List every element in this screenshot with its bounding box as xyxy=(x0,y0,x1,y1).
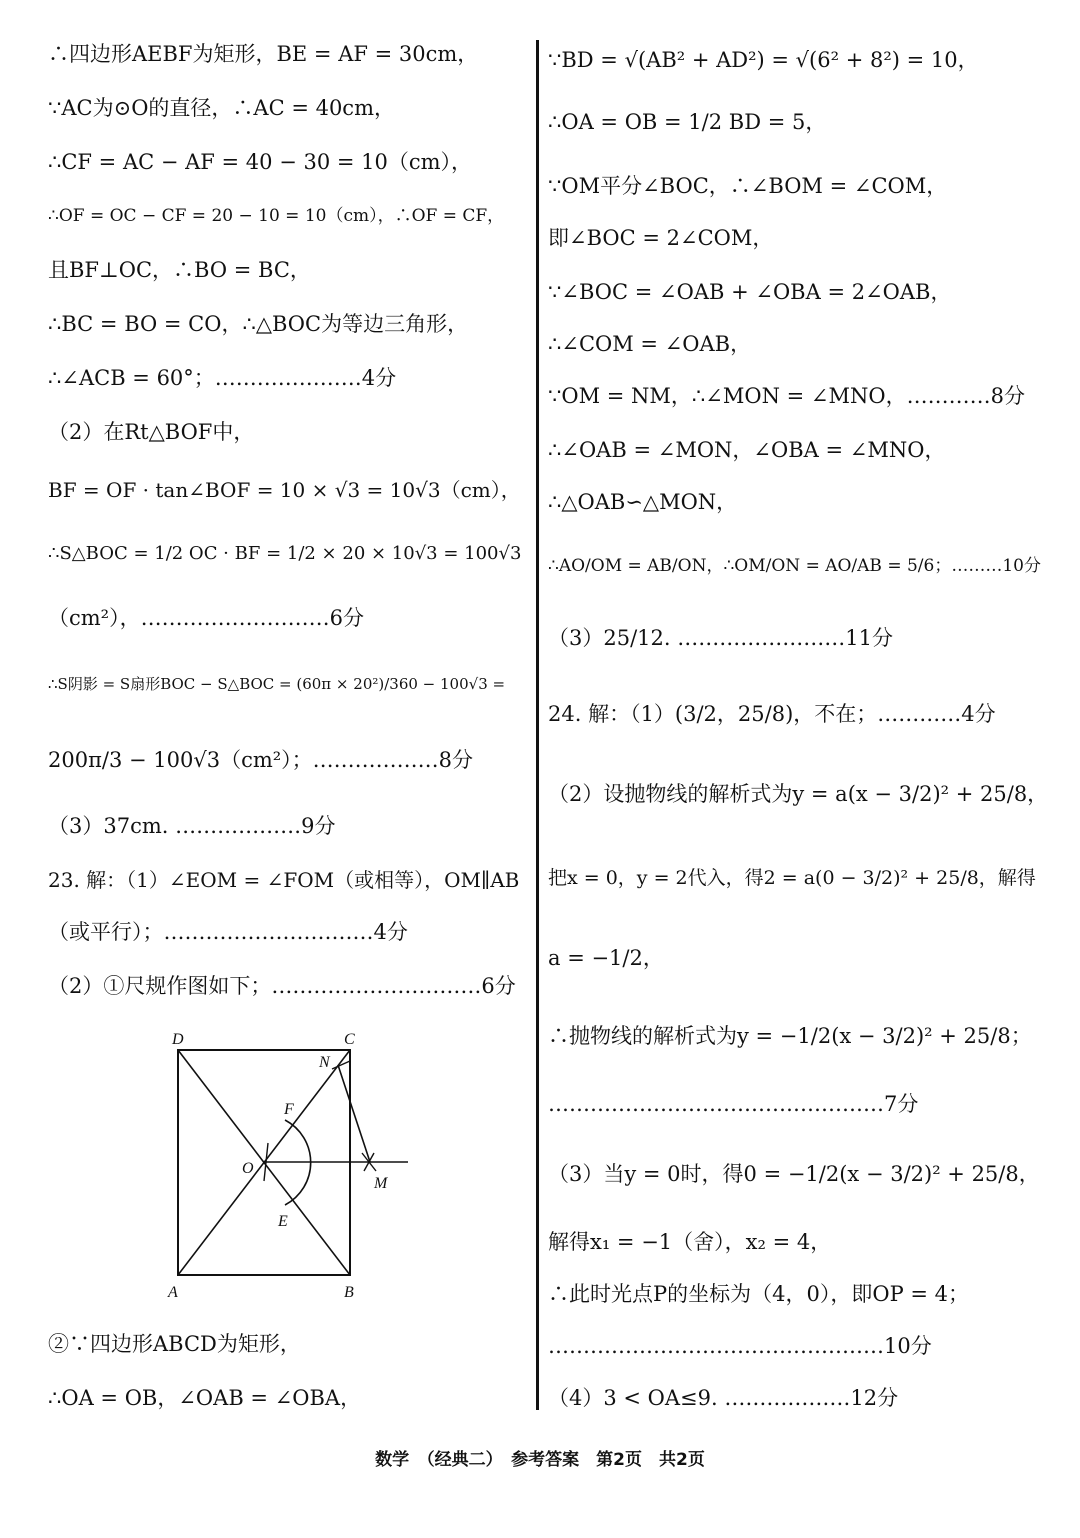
solution-line: ∴S△BOC = 1/2 OC · BF = 1/2 × 20 × 10√3 = 100√3 xyxy=(48,543,522,564)
solution-line: （或平行）；…………………………4分 xyxy=(48,920,408,944)
solution-line: 解得x₁ = −1（舍），x₂ = 4， xyxy=(548,1230,832,1254)
segment-nm xyxy=(338,1065,370,1162)
solution-line: ∴OA = OB，∠OAB = ∠OBA， xyxy=(48,1386,362,1410)
solution-line: …………………………………………10分 xyxy=(548,1334,932,1358)
solution-line: ∴OA = OB = 1/2 BD = 5， xyxy=(548,110,827,134)
solution-line: （3）37cm. ………………9分 xyxy=(48,814,336,838)
solution-line: 23. 解：（1）∠EOM = ∠FOM（或相等），OM∥AB xyxy=(48,868,520,892)
solution-line: ∵OM = NM，∴∠MON = ∠MNO，…………8分 xyxy=(548,384,1025,408)
solution-line: ∵OM平分∠BOC，∴∠BOM = ∠COM， xyxy=(548,174,948,198)
solution-line: BF = OF · tan∠BOF = 10 × √3 = 10√3（cm）， xyxy=(48,478,521,502)
label-m: M xyxy=(374,1175,388,1192)
solution-line: ∴△OAB∽△MON， xyxy=(548,490,738,514)
label-a: A xyxy=(168,1284,178,1301)
solution-line: （2）设抛物线的解析式为y = a(x − 3/2)² + 25/8， xyxy=(548,782,1049,806)
solution-line: 且BF⊥OC，∴BO = BC， xyxy=(48,258,311,282)
solution-line: ②∵四边形ABCD为矩形， xyxy=(48,1332,301,1356)
solution-line: （3）25/12. ……………………11分 xyxy=(548,626,893,650)
label-n: N xyxy=(319,1054,330,1071)
solution-line: ∴S阴影 = S扇形BOC − S△BOC = (60π × 20²)/360 − 100√3 = xyxy=(48,675,506,693)
label-o: O xyxy=(242,1160,254,1177)
solution-line: …………………………………………7分 xyxy=(548,1092,919,1116)
solution-line: （cm²），………………………6分 xyxy=(48,606,364,630)
label-c: C xyxy=(344,1031,355,1048)
solution-line: 把x = 0，y = 2代入，得2 = a(0 − 3/2)² + 25/8，解得 xyxy=(548,867,1036,889)
solution-line: 即∠BOC = 2∠COM， xyxy=(548,226,774,250)
rectangle-construction-figure xyxy=(160,1025,420,1305)
solution-line: （2）在Rt△BOF中， xyxy=(48,420,255,444)
label-e: E xyxy=(278,1213,288,1230)
solution-line: 200π/3 − 100√3（cm²）；………………8分 xyxy=(48,748,474,772)
solution-line: ∵AC为⊙O的直径，∴AC = 40cm， xyxy=(48,96,395,120)
solution-line: ∵∠BOC = ∠OAB + ∠OBA = 2∠OAB， xyxy=(548,280,952,304)
solution-line: ∴BC = BO = CO，∴△BOC为等边三角形， xyxy=(48,312,469,336)
solution-line: ∴此时光点P的坐标为（4，0），即OP = 4； xyxy=(548,1282,970,1306)
solution-line: ∵BD = √(AB² + AD²) = √(6² + 8²) = 10， xyxy=(548,48,979,72)
solution-line: ∴AO/OM = AB/ON，∴OM/ON = AO/AB = 5/6；………10分 xyxy=(548,556,1041,576)
label-f: F xyxy=(284,1101,294,1118)
solution-line: ∴∠COM = ∠OAB， xyxy=(548,332,752,356)
label-b: B xyxy=(344,1284,354,1301)
solution-line: ∴抛物线的解析式为y = −1/2(x − 3/2)² + 25/8； xyxy=(548,1024,1032,1048)
solution-line: （2）①尺规作图如下；…………………………6分 xyxy=(48,974,516,998)
column-divider xyxy=(536,40,539,1410)
solution-line: a = −1/2， xyxy=(548,946,664,970)
page-footer: 数学 （经典二） 参考答案 第2页 共2页 xyxy=(375,1450,705,1470)
solution-line: ∴CF = AC − AF = 40 − 30 = 10（cm）， xyxy=(48,150,473,174)
solution-line: （4）3 < OA≤9. ………………12分 xyxy=(548,1386,899,1410)
solution-line: ∴∠ACB = 60°；…………………4分 xyxy=(48,366,397,390)
solution-line: ∴OF = OC − CF = 20 − 10 = 10（cm），∴OF = CF， xyxy=(48,206,505,226)
solution-line: 24. 解：（1）(3/2，25/8)，不在；…………4分 xyxy=(548,702,996,726)
solution-line: ∴∠OAB = ∠MON，∠OBA = ∠MNO， xyxy=(548,438,946,462)
solution-line: ∴四边形AEBF为矩形，BE = AF = 30cm， xyxy=(48,42,479,66)
label-d: D xyxy=(172,1031,184,1048)
solution-line: （3）当y = 0时，得0 = −1/2(x − 3/2)² + 25/8， xyxy=(548,1162,1040,1186)
